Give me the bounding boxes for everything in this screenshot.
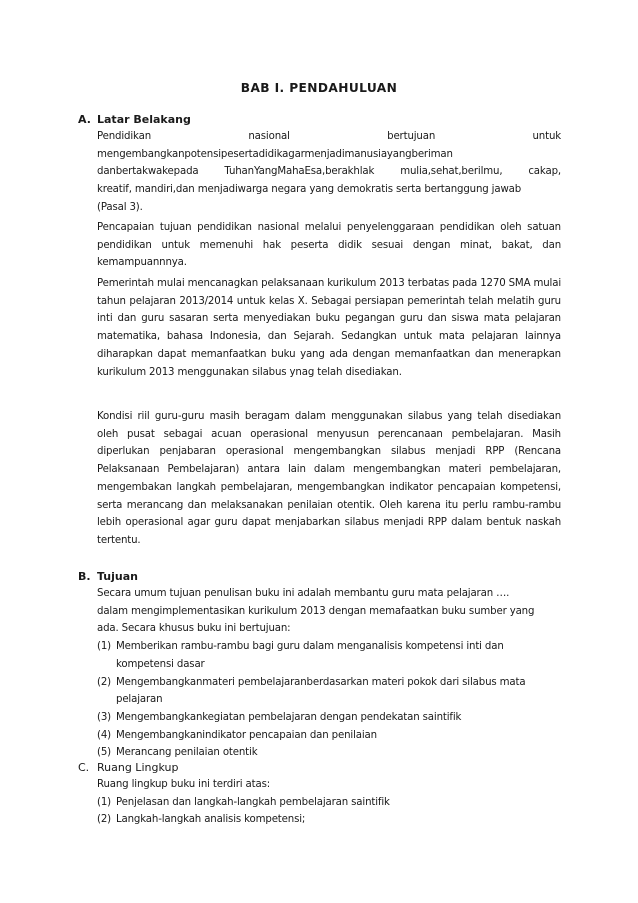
list-item bbox=[97, 638, 561, 673]
list-text: Memberikan rambu-rambu bagi guru dalam menganalisis kompetensi inti dan kompetensi dasar bbox=[116, 641, 504, 670]
section-a-paragraph-4 bbox=[97, 408, 561, 550]
chapter-title: BAB I. PENDAHULUAN bbox=[240, 81, 398, 95]
section-c-letter: C. bbox=[78, 761, 90, 774]
section-a-paragraph-1 bbox=[97, 128, 561, 217]
list-text: Langkah-langkah analisis kompetensi; bbox=[116, 814, 306, 826]
word: nasional bbox=[248, 131, 290, 142]
section-a-paragraph-2 bbox=[97, 219, 561, 272]
list-text: Mengembangkanmateri pembelajaranberdasarkan materi pokok dari silabus mata pelajaran bbox=[116, 676, 526, 706]
paragraph-1-line-3 bbox=[97, 163, 561, 181]
section-c-heading bbox=[78, 760, 178, 776]
word: untuk bbox=[532, 131, 561, 142]
list-number: (2) bbox=[97, 814, 111, 826]
section-b-heading bbox=[78, 569, 138, 585]
word: mulia,sehat,berilmu, bbox=[400, 166, 503, 178]
word: cakap, bbox=[528, 166, 561, 178]
paragraph-1-line-5: (Pasal 3). bbox=[97, 201, 143, 213]
list-number: (5) bbox=[97, 747, 111, 759]
tujuan-intro-line-2: dalam mengimplementasikan kurikulum 2013 dengan memafaatkan buku sumber yang bbox=[97, 605, 535, 617]
ruang-lingkup-list bbox=[97, 794, 561, 829]
list-number: (1) bbox=[97, 641, 111, 653]
section-a-heading bbox=[78, 112, 191, 128]
paragraph-1-line-1 bbox=[97, 128, 561, 146]
paragraph-1-line-2: mengembangkanpotensipesertadidikagarmenjadimanusiayangberiman bbox=[97, 148, 453, 160]
list-text: Penjelasan dan langkah-langkah pembelajaran saintifik bbox=[116, 796, 390, 808]
list-item bbox=[97, 727, 561, 745]
paragraph-1-line-4: kreatif, mandiri,dan menjadiwarga negara yang demokratis serta bertanggung jawab bbox=[97, 184, 522, 196]
list-item bbox=[97, 794, 561, 812]
section-b-title: Tujuan bbox=[97, 570, 138, 583]
section-c-body bbox=[97, 776, 561, 829]
ruang-lingkup-intro: Ruang lingkup buku ini terdiri atas: bbox=[97, 779, 271, 790]
list-number: (1) bbox=[97, 796, 111, 808]
section-a-letter: A. bbox=[78, 113, 91, 126]
list-text: Mengembangkankegiatan pembelajaran dengan pendekatan saintifik bbox=[116, 711, 462, 723]
paragraph-4: Kondisi riil guru-guru masih beragam dalam menggunakan silabus yang telah disediakan oleh pusat sebagai acuan operasional menyusun perencanaan pembelajaran. Masih diperlukan penjabaran operasional mengembangkan silabus menjadi RPP (Rencana Pelaksanaan Pembelajaran) antara lain dalam mengembangkan materi pembelajaran, mengembakan langkah pembelajaran, mengembangkan indikator pencapaian kompetensi, serta merancang dan melaksanakan penilaian otentik. Oleh karena itu perlu rambu-rambu lebih operasional agar guru dapat menjabarkan silabus menjadi RPP dalam bentuk naskah tertentu. bbox=[97, 411, 561, 546]
list-text: Merancang penilaian otentik bbox=[116, 747, 258, 759]
word: bertujuan bbox=[387, 131, 436, 142]
word: TuhanYangMahaEsa,berakhlak bbox=[224, 166, 375, 178]
tujuan-intro-line-1: Secara umum tujuan penulisan buku ini adalah membantu guru mata pelajaran …. bbox=[97, 588, 510, 599]
list-item bbox=[97, 674, 561, 709]
list-item bbox=[97, 811, 561, 829]
paragraph-3: Pemerintah mulai mencanagkan pelaksanaan kurikulum 2013 terbatas pada 1270 SMA mulai tahun pelajaran 2013/2014 untuk kelas X. Sebagai persiapan pemerintah telah melatih guru inti dan guru sasaran serta menyediakan buku pegangan guru dan siswa mata pelajaran matematika, bahasa Indonesia, dan Sejarah. Sedangkan untuk mata pelajaran lainnya diharapkan dapat memanfaatkan buku yang ada dengan memanfaatkan dan menerapkan kurikulum 2013 menggunakan silabus ynag telah disediakan. bbox=[97, 278, 562, 378]
section-a-paragraph-3 bbox=[97, 275, 561, 381]
list-text: Mengembangkanindikator pencapaian dan penilaian bbox=[116, 729, 377, 741]
section-b-body bbox=[97, 585, 561, 762]
list-number: (2) bbox=[97, 676, 111, 688]
tujuan-list bbox=[97, 638, 561, 762]
word: Pendidikan bbox=[97, 131, 152, 142]
section-c-title: Ruang Lingkup bbox=[97, 761, 179, 774]
list-number: (3) bbox=[97, 711, 111, 723]
tujuan-intro-line-3: ada. Secara khusus buku ini bertujuan: bbox=[97, 623, 291, 635]
word: danbertakwakepada bbox=[97, 166, 199, 178]
section-a-title: Latar Belakang bbox=[97, 113, 191, 126]
list-item bbox=[97, 709, 561, 727]
list-number: (4) bbox=[97, 729, 111, 741]
paragraph-2: Pencapaian tujuan pendidikan nasional melalui penyelenggaraan pendidikan oleh satuan pendidikan untuk memenuhi hak peserta didik sesuai dengan minat, bakat, dan kemampuannnya. bbox=[97, 222, 561, 269]
section-b-letter: B. bbox=[78, 570, 91, 583]
